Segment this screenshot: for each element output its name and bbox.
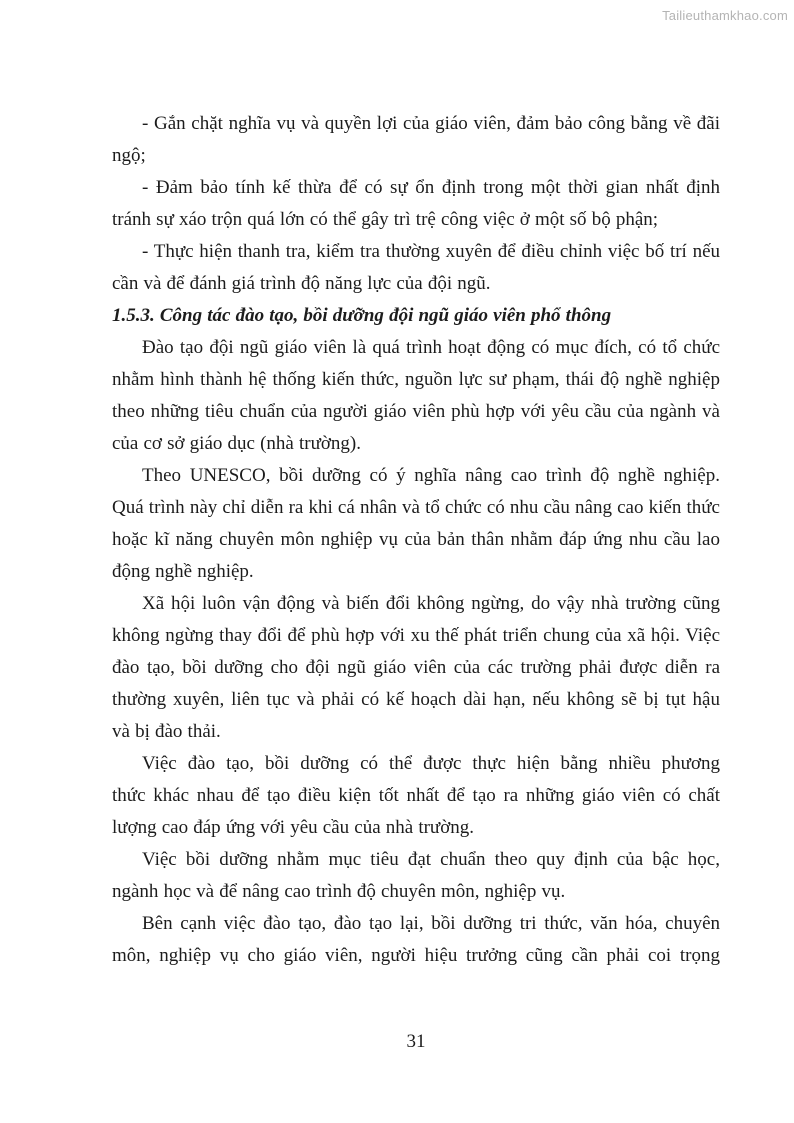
text-line: và bị đào thải. — [112, 721, 221, 742]
paragraph — [112, 172, 720, 236]
paragraph — [112, 108, 720, 172]
text-line: thức khác nhau để tạo điều kiện tốt nhất để tạo ra những giáo viên có chất — [112, 785, 720, 806]
paragraph — [112, 332, 720, 460]
text-line: tránh sự xáo trộn quá lớn có thể gây trì trệ công việc ở một số bộ phận; — [112, 209, 659, 230]
text-line: Xã hội luôn vận động và biến đổi không ngừng, do vậy nhà trường cũng — [142, 593, 720, 614]
text-line: ngộ; — [112, 145, 146, 166]
text-line: Bên cạnh việc đào tạo, đào tạo lại, bồi dưỡng tri thức, văn hóa, chuyên — [142, 913, 720, 934]
text-line: - Đảm bảo tính kế thừa để có sự ổn định trong một thời gian nhất định — [142, 177, 720, 198]
text-line: lượng cao đáp ứng với yêu cầu của nhà trường. — [112, 817, 475, 838]
text-line: - Gắn chặt nghĩa vụ và quyền lợi của giáo viên, đảm bảo công bằng về đãi — [142, 113, 720, 134]
text-line: Theo UNESCO, bồi dưỡng có ý nghĩa nâng cao trình độ nghề nghiệp. — [142, 465, 720, 486]
text-line: đào tạo, bồi dưỡng cho đội ngũ giáo viên của các trường phải được diễn ra — [112, 657, 720, 678]
text-line: của cơ sở giáo dục (nhà trường). — [112, 433, 362, 454]
text-line: Quá trình này chỉ diễn ra khi cá nhân và tổ chức có nhu cầu nâng cao kiến thức — [112, 497, 720, 518]
text-line: môn, nghiệp vụ cho giáo viên, người hiệu trưởng cũng cần phải coi trọng — [112, 945, 720, 966]
text-line: - Thực hiện thanh tra, kiểm tra thường xuyên để điều chỉnh việc bố trí nếu — [142, 241, 720, 262]
text-line: thường xuyên, liên tục và phải có kế hoạch dài hạn, nếu không sẽ bị tụt hậu — [112, 689, 720, 710]
paragraph — [112, 844, 720, 908]
text-line: Việc đào tạo, bồi dưỡng có thể được thực hiện bằng nhiều phương — [142, 753, 720, 774]
text-line: Việc bồi dưỡng nhằm mục tiêu đạt chuẩn theo quy định của bậc học, — [142, 849, 720, 870]
text-line: cần và để đánh giá trình độ năng lực của đội ngũ. — [112, 273, 491, 294]
document-body — [112, 108, 720, 972]
paragraph — [112, 908, 720, 972]
text-line: theo những tiêu chuẩn của người giáo viên phù hợp với yêu cầu của ngành và — [112, 401, 720, 422]
paragraph — [112, 748, 720, 844]
text-line: ngành học và để nâng cao trình độ chuyên môn, nghiệp vụ. — [112, 881, 566, 902]
paragraph — [112, 236, 720, 300]
paragraph — [112, 588, 720, 748]
text-line: hoặc kĩ năng chuyên môn nghiệp vụ của bản thân nhằm đáp ứng nhu cầu lao — [112, 529, 720, 550]
text-line: động nghề nghiệp. — [112, 561, 254, 582]
paragraph — [112, 460, 720, 588]
text-line: không ngừng thay đổi để phù hợp với xu thế phát triển chung của xã hội. Việc — [112, 625, 720, 646]
watermark-text: Tailieuthamkhao.com — [662, 8, 788, 23]
text-line: 1.5.3. Công tác đào tạo, bồi dưỡng đội ngũ giáo viên phổ thông — [112, 305, 612, 326]
page-number: 31 — [406, 1031, 426, 1052]
text-line: Đào tạo đội ngũ giáo viên là quá trình hoạt động có mục đích, có tổ chức — [142, 337, 720, 358]
text-line: nhằm hình thành hệ thống kiến thức, nguồn lực sư phạm, thái độ nghề nghiệp — [112, 369, 720, 390]
section-heading — [112, 300, 720, 332]
